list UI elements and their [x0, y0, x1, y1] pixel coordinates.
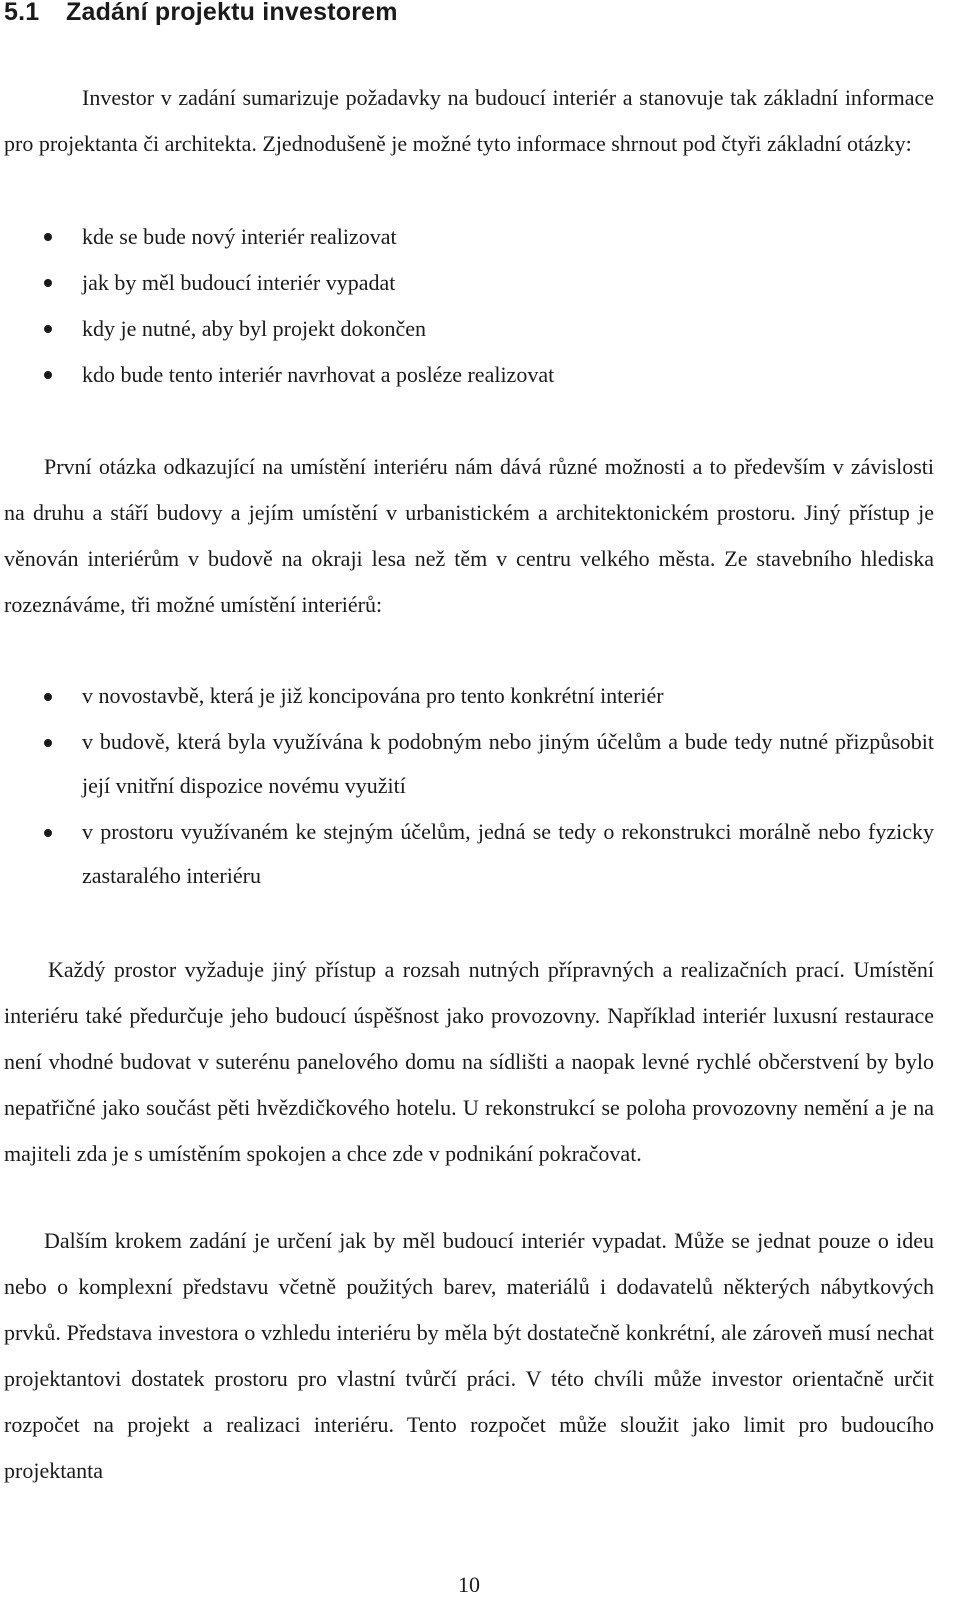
- list-item: [4, 352, 934, 398]
- list-item: [4, 306, 934, 352]
- bullet-icon: [44, 325, 52, 333]
- list-item: [4, 260, 934, 306]
- section-number: 5.1: [4, 0, 40, 26]
- page-number: 10: [458, 1572, 480, 1597]
- list-item: [4, 720, 934, 808]
- space-paragraph: Každý prostor vyžaduje jiný přístup a rozsah nutných přípravných a realizačních prací. Umístění interiéru také předurčuje jeho budoucí úspěšnost jako provozovny. Například interiér luxusní restaurace není vhodné budovat v suterénu panelového domu na sídlišti a naopak levné rychlé občerstvení by bylo nepatřičné jako součást pěti hvězdičkového hotelu. U rekonstrukcí se poloha provozovny nemění a je na majiteli zda je s umístěním spokojen a chce zde v podnikání pokračovat.: [4, 957, 934, 1166]
- bullet-icon: [44, 371, 52, 379]
- list-item: [4, 674, 934, 718]
- list-item: [4, 214, 934, 260]
- list-item-text: kdy je nutné, aby byl projekt dokončen: [82, 316, 426, 341]
- list-item-text: kde se bude nový interiér realizovat: [82, 224, 397, 249]
- next-step-paragraph: Dalším krokem zadání je určení jak by měl budoucí interiér vypadat. Může se jednat pouze o ideu nebo o komplexní představu včetně použitých barev, materiálů i dodavatelů některých nábytkových prvků. Představa investora o vzhledu interiéru by měla být dostatečně konkrétní, ale zároveň musí nechat projektantovi dostatek prostoru pro vlastní tvůrčí práci. V této chvíli může investor orientačně určit rozpočet na projekt a realizaci interiéru. Tento rozpočet může sloužit jako limit pro budoucího projektanta: [4, 1228, 934, 1483]
- intro-paragraph: Investor v zadání sumarizuje požadavky na budoucí interiér a stanovuje tak základní informace pro projektanta či architekta. Zjednodušeně je možné tyto informace shrnout pod čtyři základní otázky:: [4, 85, 934, 156]
- placements-list: [4, 674, 934, 900]
- bullet-icon: [44, 829, 52, 837]
- section-heading: [4, 0, 398, 27]
- location-paragraph: První otázka odkazující na umístění interiéru nám dává různé možnosti a to především v závislosti na druhu a stáří budovy a jejím umístění v urbanistickém a architektonickém prostoru. Jiný přístup je věnován interiérům v budově na okraji lesa než těm v centru velkého města. Ze stavebního hlediska rozeznáváme, tři možné umístění interiérů:: [4, 454, 934, 617]
- list-item-text: v budově, která byla využívána k podobným nebo jiným účelům a bude tedy nutné přizpůsobit její vnitřní dispozice novému využití: [82, 729, 934, 798]
- bullet-icon: [44, 279, 52, 287]
- bullet-icon: [44, 739, 52, 747]
- list-item-text: v prostoru využívaném ke stejným účelům, jedná se tedy o rekonstrukci morálně nebo fyzicky zastaralého interiéru: [82, 819, 934, 888]
- list-item-text: v novostavbě, která je již koncipována pro tento konkrétní interiér: [82, 683, 664, 708]
- section-title: Zadání projektu investorem: [66, 0, 398, 26]
- list-item-text: kdo bude tento interiér navrhovat a posléze realizovat: [82, 362, 555, 387]
- list-item-text: jak by měl budoucí interiér vypadat: [82, 270, 396, 295]
- list-item: [4, 810, 934, 898]
- bullet-icon: [44, 233, 52, 241]
- questions-list: [4, 214, 934, 398]
- bullet-icon: [44, 693, 52, 701]
